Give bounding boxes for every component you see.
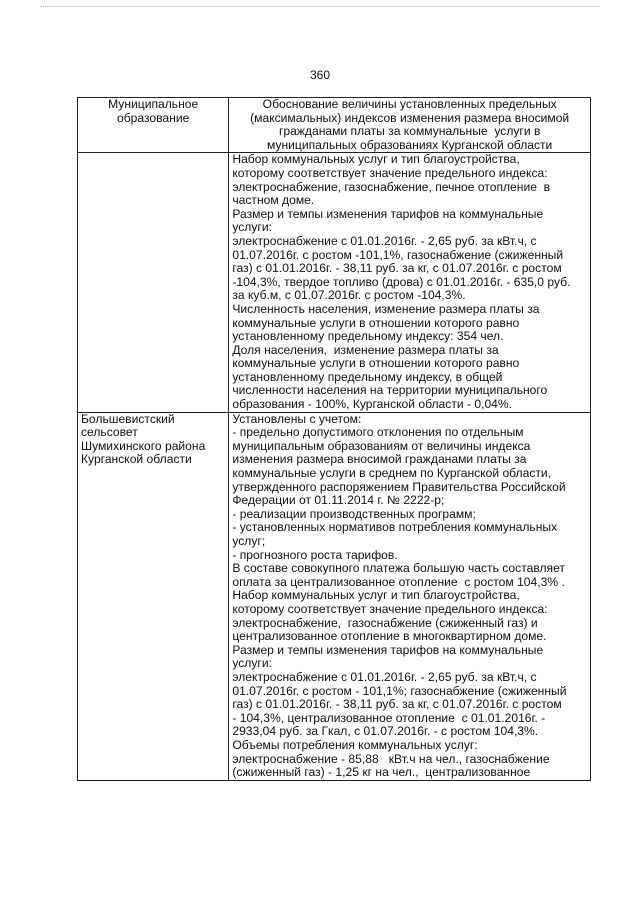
text-line: - установленных нормативов потребления коммунальных [232,520,558,535]
text-line: которому соответствует значение предельного индекса: [232,165,548,180]
text-line: газ) с 01.01.2016г. - 38,11 руб. за кг, с 01.07.2016г. с ростом [232,261,562,276]
text-line: образования - 100%, Курганской области - 0,04%. [232,397,513,412]
header-line: гражданами платы за коммунальные услуги в [278,124,541,139]
text-line: - предельно допустимого отклонения по отдельным [232,425,524,440]
text-line: 01.07.2016г. с ростом -101,1%, газоснабжение (сжиженный [232,247,564,262]
text-line: частном доме. [232,193,315,208]
table-row [78,412,591,780]
text-line: централизованное отопление в многоквартирном доме. [232,629,547,644]
text-line: Федерации от 01.11.2014 г. № 2222-р; [232,493,445,508]
municipality-cell [78,412,229,780]
text-line: - реализации производственных программ; [232,506,476,521]
text-line: электроснабжение с 01.01.2016г. - 2,65 руб. за кВт.ч, с [232,669,537,684]
text-line: 2933,04 руб. за Гкал, с 01.07.2016г. - с ростом 104,3%. [232,724,539,739]
text-line: Доля населения, изменение размера платы за [232,342,499,357]
text-line: численности населения на территории муниципального [232,383,548,398]
text-line: Набор коммунальных услуг и тип благоустройства, [232,152,520,167]
text-line: Набор коммунальных услуг и тип благоустройства, [232,588,520,603]
page-number: 360 [309,68,331,82]
text-line: электроснабжение, газоснабжение (сжиженный газ) и [232,615,538,630]
scan-artifact-line [40,6,600,13]
municipality-line: сельсовет [81,425,138,440]
justification-cell [229,412,591,780]
text-line: оплата за централизованное отопление с ростом 104,3% . [232,574,565,589]
header-line: Муниципальное [108,97,199,111]
municipal-index-table [77,97,591,781]
text-line: В составе совокупного платежа большую часть составляет [232,561,565,576]
municipality-line: Шумихинского района [81,438,206,453]
text-line: муниципальным образованиям от величины индекса [232,438,531,453]
text-line: установленному предельному индексу, в общей [232,369,503,384]
text-line: коммунальные услуги в среднем по Курганской области, [232,466,552,481]
header-line: образование [117,110,190,125]
text-line: газ) с 01.01.2016г. - 38,11 руб. за кг, с 01.07.2016г. с ростом [232,697,562,712]
header-line: муниципальных образованиях Курганской области [267,137,553,152]
municipality-cell [78,153,229,412]
text-line: Установлены с учетом: [232,411,362,426]
text-line: Размер и темпы изменения тарифов на коммунальные [232,206,544,221]
text-line: за куб.м, с 01.07.2016г. с ростом -104,3%. [232,288,466,303]
text-line: электроснабжение, газоснабжение, печное отопление в [232,179,551,194]
text-line: услуг; [232,534,266,548]
text-line: утвержденного распоряжением Правительства Российской [232,479,566,494]
text-line: которому соответствует значение предельного индекса: [232,601,548,616]
municipality-line: Курганской области [81,452,192,467]
text-line: -104,3%, твердое топливо (дрова) с 01.01.2016г. - 635,0 руб. [232,274,571,289]
header-municipality-cell [78,98,229,153]
text-line: - 104,3%, централизованное отопление с 01.01.2016г. - [232,710,546,725]
text-line: коммунальные услуги в отношении которого равно [232,315,520,330]
text-line: - прогнозного роста тарифов. [232,547,398,562]
table-row [78,153,591,412]
header-line: (максимальных) индексов изменения размера вносимой [250,110,570,125]
table-header-row [78,98,591,153]
text-line: установленному предельному индексу: 354 чел. [232,329,504,344]
text-line: Численность населения, изменение размера платы за [232,301,540,316]
text-line: изменения размера вносимой гражданами платы за [232,452,527,467]
text-line: электроснабжение - 85,88 кВт.ч на чел., газоснабжение [232,751,550,766]
text-line: Размер и темпы изменения тарифов на коммунальные [232,642,544,657]
header-line: Обоснование величины установленных предельных [262,97,557,111]
header-justification-cell [229,98,591,153]
text-line: электроснабжение с 01.01.2016г. - 2,65 руб. за кВт.ч, с [232,233,537,248]
text-line: услуги: [232,656,272,671]
text-line: 01.07.2016г. с ростом - 101,1%; газоснабжение (сжиженный [232,683,567,698]
justification-cell [229,153,591,412]
text-line: услуги: [232,220,272,235]
text-line: коммунальные услуги в отношении которого равно [232,356,520,371]
text-line: (сжиженный газ) - 1,25 кг на чел., централизованное [232,765,531,780]
text-line: Объемы потребления коммунальных услуг: [232,737,478,752]
municipality-line: Большевистский [81,411,175,426]
